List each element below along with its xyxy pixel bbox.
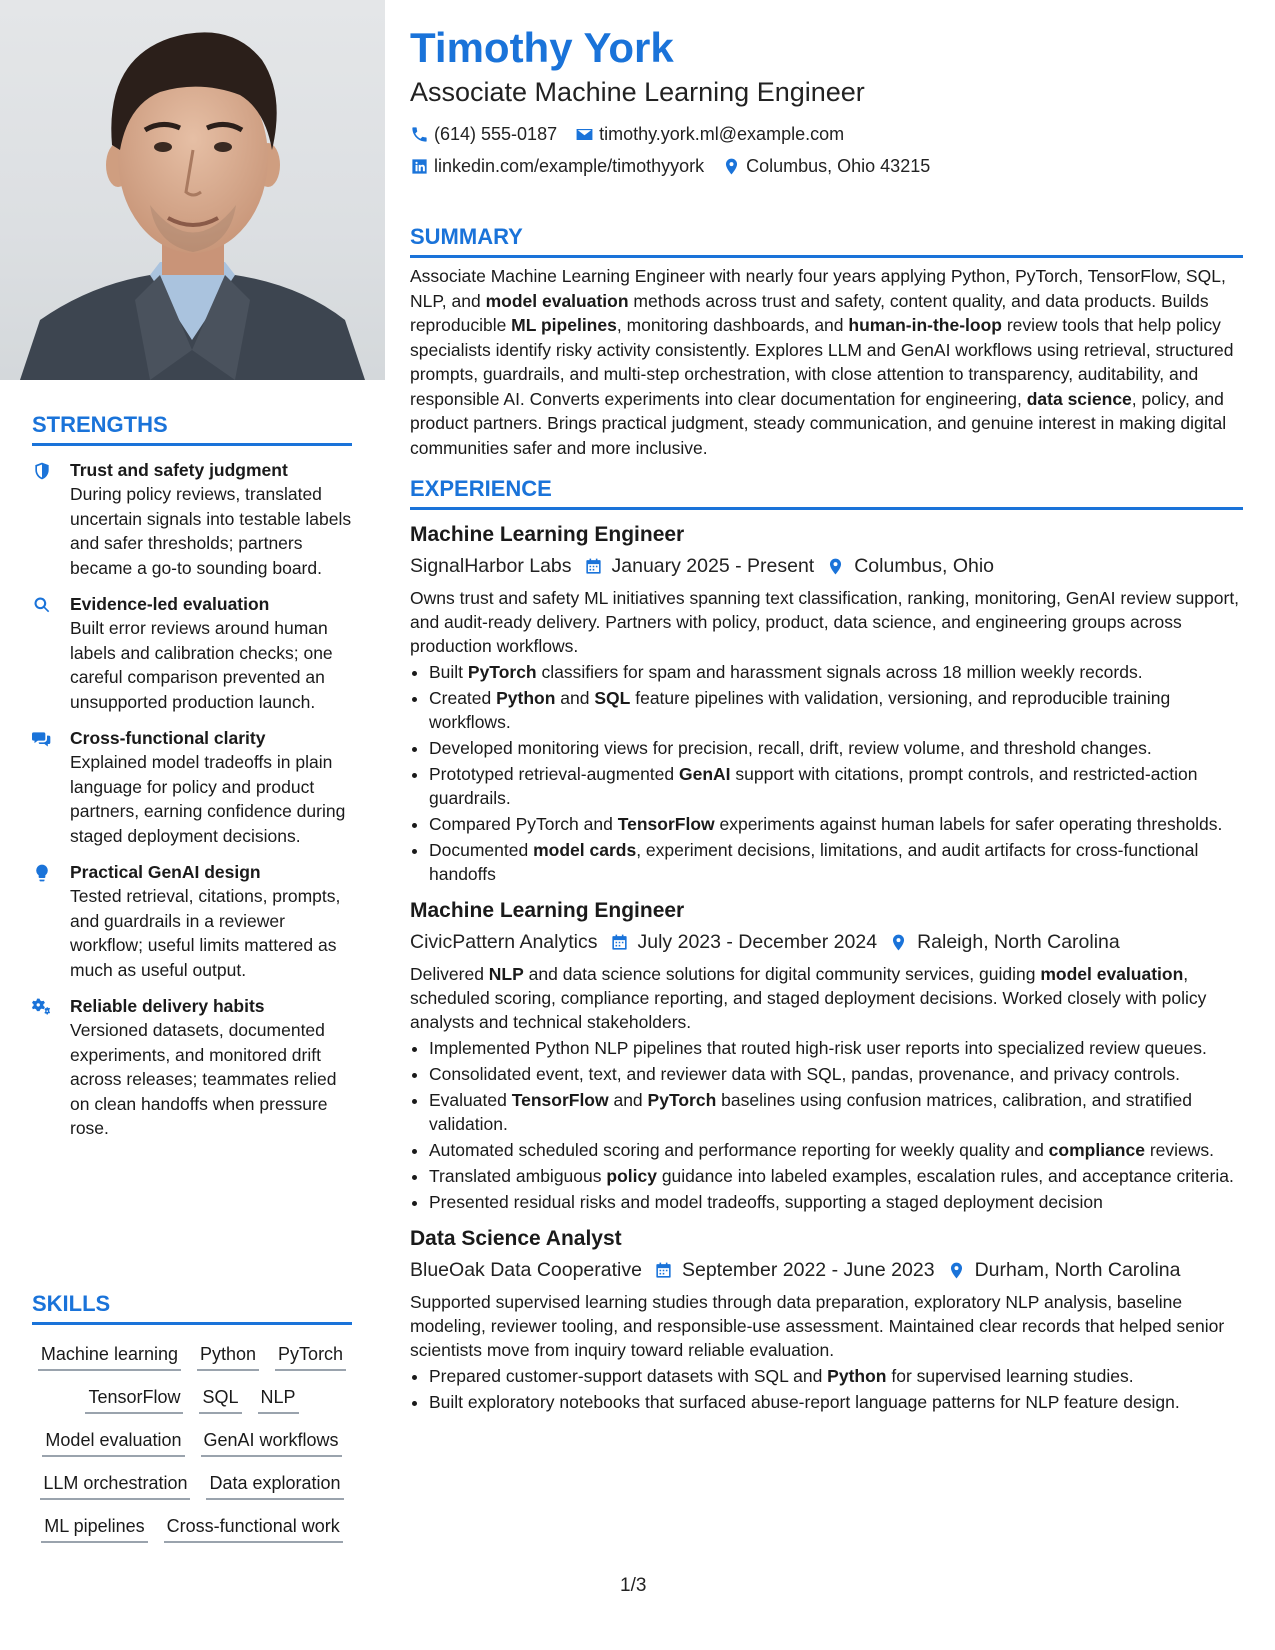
text-run: Prototyped retrieval-augmented bbox=[429, 764, 679, 784]
calendar-icon bbox=[584, 557, 603, 576]
text-run: Built bbox=[429, 662, 468, 682]
job-bullet bbox=[429, 838, 1243, 886]
job-description bbox=[410, 586, 1243, 658]
strength-title: Practical GenAI design bbox=[70, 862, 261, 882]
strength-title: Reliable delivery habits bbox=[70, 996, 265, 1016]
skill-tag: PyTorch bbox=[275, 1339, 346, 1371]
strength-item bbox=[32, 860, 352, 982]
skill-tag: SQL bbox=[199, 1382, 241, 1414]
text-run: Created bbox=[429, 688, 497, 708]
strength-body bbox=[70, 726, 352, 848]
strength-body bbox=[70, 458, 352, 580]
job-meta bbox=[410, 550, 1243, 582]
strength-body bbox=[70, 994, 352, 1141]
text-run: Consolidated event, text, and reviewer data with SQL, pandas, provenance, and privacy controls. bbox=[429, 1064, 1180, 1084]
strength-item bbox=[32, 994, 352, 1141]
job-bullet bbox=[429, 812, 1243, 836]
strength-icon-wrap bbox=[32, 860, 70, 982]
job-bullet bbox=[429, 1164, 1243, 1188]
job-title: Data Science Analyst bbox=[410, 1227, 622, 1250]
strength-body bbox=[70, 860, 352, 982]
phone-number: (614) 555-0187 bbox=[434, 124, 558, 144]
text-run: Translated ambiguous bbox=[429, 1166, 607, 1186]
skill-tag: GenAI workflows bbox=[201, 1425, 342, 1457]
job-bullet bbox=[429, 1390, 1243, 1414]
bold-term: PyTorch bbox=[467, 662, 537, 682]
job-title: Machine Learning Engineer bbox=[410, 523, 685, 546]
job-bullets bbox=[410, 1036, 1243, 1214]
bold-term: GenAI bbox=[679, 764, 731, 784]
bold-term: data science bbox=[1026, 388, 1132, 409]
right-column bbox=[410, 22, 1243, 1416]
job-entry bbox=[410, 1224, 1243, 1414]
job-dates: September 2022 - June 2023 bbox=[681, 1259, 935, 1281]
contact-row-2 bbox=[410, 150, 1243, 182]
bold-term: Python bbox=[496, 688, 556, 708]
job-bullets bbox=[410, 660, 1243, 886]
text-run: Presented residual risks and model tradeoffs, supporting a staged deployment decision bbox=[429, 1192, 1103, 1212]
summary-text bbox=[410, 264, 1243, 460]
text-run: experiments against human labels for safer operating thresholds. bbox=[714, 814, 1223, 834]
bold-term: model evaluation bbox=[1040, 964, 1184, 984]
shield-icon bbox=[32, 461, 52, 481]
text-run: , experiment decisions, limitations, and audit artifacts for cross-functional handoffs bbox=[429, 840, 1199, 884]
experience-list bbox=[410, 520, 1243, 1414]
job-bullet bbox=[429, 1062, 1243, 1086]
job-entry bbox=[410, 896, 1243, 1214]
job-meta bbox=[410, 1254, 1243, 1286]
job-description bbox=[410, 1290, 1243, 1362]
summary-title: SUMMARY bbox=[410, 222, 1243, 258]
text-run: baselines using confusion matrices, calibration, and stratified validation. bbox=[429, 1090, 1192, 1134]
text-run: and bbox=[608, 1090, 648, 1110]
text-run: Built exploratory notebooks that surfaced abuse-report language patterns for NLP feature design. bbox=[429, 1392, 1180, 1412]
strength-icon-wrap bbox=[32, 458, 70, 580]
skills-section bbox=[32, 1289, 352, 1543]
job-bullet bbox=[429, 660, 1243, 684]
phone-contact bbox=[410, 118, 557, 150]
text-run: support with citations, prompt controls, and restricted-action guardrails. bbox=[429, 764, 1198, 808]
skill-tag: ML pipelines bbox=[41, 1511, 147, 1543]
experience-title: EXPERIENCE bbox=[410, 474, 1243, 510]
strength-item bbox=[32, 726, 352, 848]
skill-tag: Python bbox=[197, 1339, 259, 1371]
text-run: review tools that help policy specialists identify risky activity consistently. Explores LLM and GenAI workflows using retrieval, structured prompts, guardrails, and multi-step orchestration, with close attention to transparency, auditability, and responsible AI. Converts experiments into clear documentation for engineering, bbox=[410, 315, 1234, 409]
strength-item bbox=[32, 458, 352, 580]
text-run: and data science solutions for digital community services, guiding bbox=[523, 964, 1041, 984]
bold-term: TensorFlow bbox=[511, 1090, 609, 1110]
bold-term: human-in-the-loop bbox=[848, 315, 1002, 335]
job-bullet bbox=[429, 736, 1243, 760]
phone-icon bbox=[410, 125, 429, 144]
bold-term: compliance bbox=[1048, 1140, 1145, 1160]
skill-tag: Cross-functional work bbox=[164, 1511, 343, 1543]
strength-text: Explained model tradeoffs in plain language for policy and product partners, earning confidence during staged deployment decisions. bbox=[70, 752, 346, 846]
comments-icon bbox=[32, 729, 52, 749]
company-name: BlueOak Data Cooperative bbox=[410, 1259, 642, 1281]
email-address[interactable]: timothy.york.ml@example.com bbox=[599, 124, 845, 144]
email-contact[interactable] bbox=[575, 118, 844, 150]
gears-icon bbox=[32, 997, 52, 1017]
job-entry bbox=[410, 520, 1243, 886]
bold-term: SQL bbox=[594, 688, 631, 708]
strength-icon-wrap bbox=[32, 726, 70, 848]
job-bullet bbox=[429, 1138, 1243, 1162]
profile-photo bbox=[0, 0, 385, 380]
text-run: Implemented Python NLP pipelines that routed high-risk user reports into specialized review queues. bbox=[429, 1038, 1207, 1058]
strength-title: Evidence-led evaluation bbox=[70, 594, 270, 614]
bold-term: NLP bbox=[488, 964, 524, 984]
text-run: Compared PyTorch and bbox=[429, 814, 618, 834]
skills-list bbox=[32, 1339, 352, 1543]
search-icon bbox=[32, 595, 52, 615]
lightbulb-icon bbox=[32, 863, 52, 883]
strength-icon-wrap bbox=[32, 592, 70, 714]
strength-icon-wrap bbox=[32, 994, 70, 1141]
strength-body bbox=[70, 592, 352, 714]
candidate-title: Associate Machine Learning Engineer bbox=[410, 77, 865, 107]
text-run: and bbox=[555, 688, 595, 708]
job-location: Columbus, Ohio bbox=[854, 555, 995, 577]
job-title: Machine Learning Engineer bbox=[410, 899, 685, 922]
text-run: , monitoring dashboards, and bbox=[616, 315, 849, 335]
map-pin-icon bbox=[947, 1261, 966, 1280]
map-pin-icon bbox=[722, 157, 741, 176]
bold-term: policy bbox=[606, 1166, 657, 1186]
left-column bbox=[0, 0, 385, 1650]
envelope-icon bbox=[575, 125, 594, 144]
strength-text: During policy reviews, translated uncertain signals into testable labels and safer thresholds; partners became a go-to sounding board. bbox=[70, 484, 352, 578]
linkedin-icon bbox=[410, 157, 429, 176]
text-run: Supported supervised learning studies through data preparation, exploratory NLP analysis, baseline modeling, reviewer tooling, and responsible-use assessment. Maintained clear records that helped senior scientists move from inquiry toward reliable evaluation. bbox=[410, 1292, 1225, 1360]
strength-title: Cross-functional clarity bbox=[70, 728, 266, 748]
text-run: classifiers for spam and harassment signals across 18 million weekly records. bbox=[536, 662, 1143, 682]
calendar-icon bbox=[610, 933, 629, 952]
map-pin-icon bbox=[826, 557, 845, 576]
bold-term: Python bbox=[827, 1366, 887, 1386]
text-run: feature pipelines with validation, versioning, and reproducible training workflows. bbox=[429, 688, 1171, 732]
strength-title: Trust and safety judgment bbox=[70, 460, 288, 480]
strengths-section bbox=[32, 410, 352, 1141]
linkedin-contact[interactable] bbox=[410, 150, 704, 182]
location-contact bbox=[722, 150, 930, 182]
text-run: Prepared customer-support datasets with SQL and bbox=[429, 1366, 828, 1386]
text-run: Delivered bbox=[410, 964, 489, 984]
skill-tag: Machine learning bbox=[38, 1339, 181, 1371]
location-text: Columbus, Ohio 43215 bbox=[746, 156, 931, 176]
skill-tag: Model evaluation bbox=[42, 1425, 184, 1457]
job-bullets bbox=[410, 1364, 1243, 1414]
strength-text: Versioned datasets, documented experiments, and monitored drift across releases; teammates relied on clean handoffs when pressure rose. bbox=[70, 1020, 337, 1138]
text-run: , policy, and product partners. Brings practical judgment, steady communication, and genuine interest in making digital communities safer and more inclusive. bbox=[410, 388, 1227, 458]
job-bullet bbox=[429, 1190, 1243, 1214]
skill-tag: TensorFlow bbox=[85, 1382, 183, 1414]
map-pin-icon bbox=[889, 933, 908, 952]
contact-row-1 bbox=[410, 118, 1243, 150]
strength-text: Tested retrieval, citations, prompts, and guardrails in a reviewer workflow; useful limits mattered as much as useful output. bbox=[70, 886, 341, 980]
job-bullet bbox=[429, 1088, 1243, 1136]
bold-term: TensorFlow bbox=[617, 814, 715, 834]
job-description bbox=[410, 962, 1243, 1034]
bold-term: PyTorch bbox=[647, 1090, 717, 1110]
bold-term: ML pipelines bbox=[511, 315, 617, 335]
job-bullet bbox=[429, 1364, 1243, 1388]
job-dates: January 2025 - Present bbox=[611, 555, 815, 577]
text-run: Automated scheduled scoring and performance reporting for weekly quality and bbox=[429, 1140, 1049, 1160]
bold-term: model evaluation bbox=[485, 290, 629, 311]
job-location: Durham, North Carolina bbox=[974, 1259, 1181, 1281]
job-bullet bbox=[429, 1036, 1243, 1060]
strength-text: Built error reviews around human labels and calibration checks; one careful comparison prevented an unsupported production launch. bbox=[70, 618, 333, 712]
text-run: methods across trust and safety, content quality, and data products. Builds reproducible bbox=[410, 290, 1209, 335]
skill-tag: Data exploration bbox=[206, 1468, 343, 1500]
text-run: Owns trust and safety ML initiatives spanning text classification, ranking, monitoring, GenAI review support, and audit-ready delivery. Partners with policy, product, data science, and engineering groups across production workflows. bbox=[410, 588, 1240, 656]
text-run: guidance into labeled examples, escalation rules, and acceptance criteria. bbox=[656, 1166, 1234, 1186]
text-run: for supervised learning studies. bbox=[886, 1366, 1134, 1386]
company-name: CivicPattern Analytics bbox=[410, 931, 598, 953]
candidate-name: Timothy York bbox=[410, 24, 674, 71]
text-run: reviews. bbox=[1144, 1140, 1215, 1160]
strengths-title: STRENGTHS bbox=[32, 410, 352, 446]
text-run: Developed monitoring views for precision, recall, drift, review volume, and threshold changes. bbox=[429, 738, 1152, 758]
calendar-icon bbox=[654, 1261, 673, 1280]
bold-term: model cards bbox=[533, 840, 637, 860]
company-name: SignalHarbor Labs bbox=[410, 555, 572, 577]
text-run: , scheduled scoring, compliance reporting, and staged deployment decisions. Worked closely with policy analysts and technical stakeholders. bbox=[410, 964, 1207, 1032]
text-run: Documented bbox=[429, 840, 534, 860]
linkedin-url[interactable]: linkedin.com/example/timothyyork bbox=[434, 156, 705, 176]
job-bullet bbox=[429, 686, 1243, 734]
page-number: 1/3 bbox=[620, 1575, 647, 1596]
skill-tag: LLM orchestration bbox=[40, 1468, 190, 1500]
text-run: Evaluated bbox=[429, 1090, 512, 1110]
text-run: Associate Machine Learning Engineer with nearly four years applying Python, PyTorch, TensorFlow, SQL, NLP, and bbox=[410, 266, 1226, 311]
skills-title: SKILLS bbox=[32, 1289, 352, 1325]
job-dates: July 2023 - December 2024 bbox=[637, 931, 878, 953]
job-meta bbox=[410, 926, 1243, 958]
job-bullet bbox=[429, 762, 1243, 810]
job-location: Raleigh, North Carolina bbox=[917, 931, 1120, 953]
strength-item bbox=[32, 592, 352, 714]
skill-tag: NLP bbox=[258, 1382, 299, 1414]
